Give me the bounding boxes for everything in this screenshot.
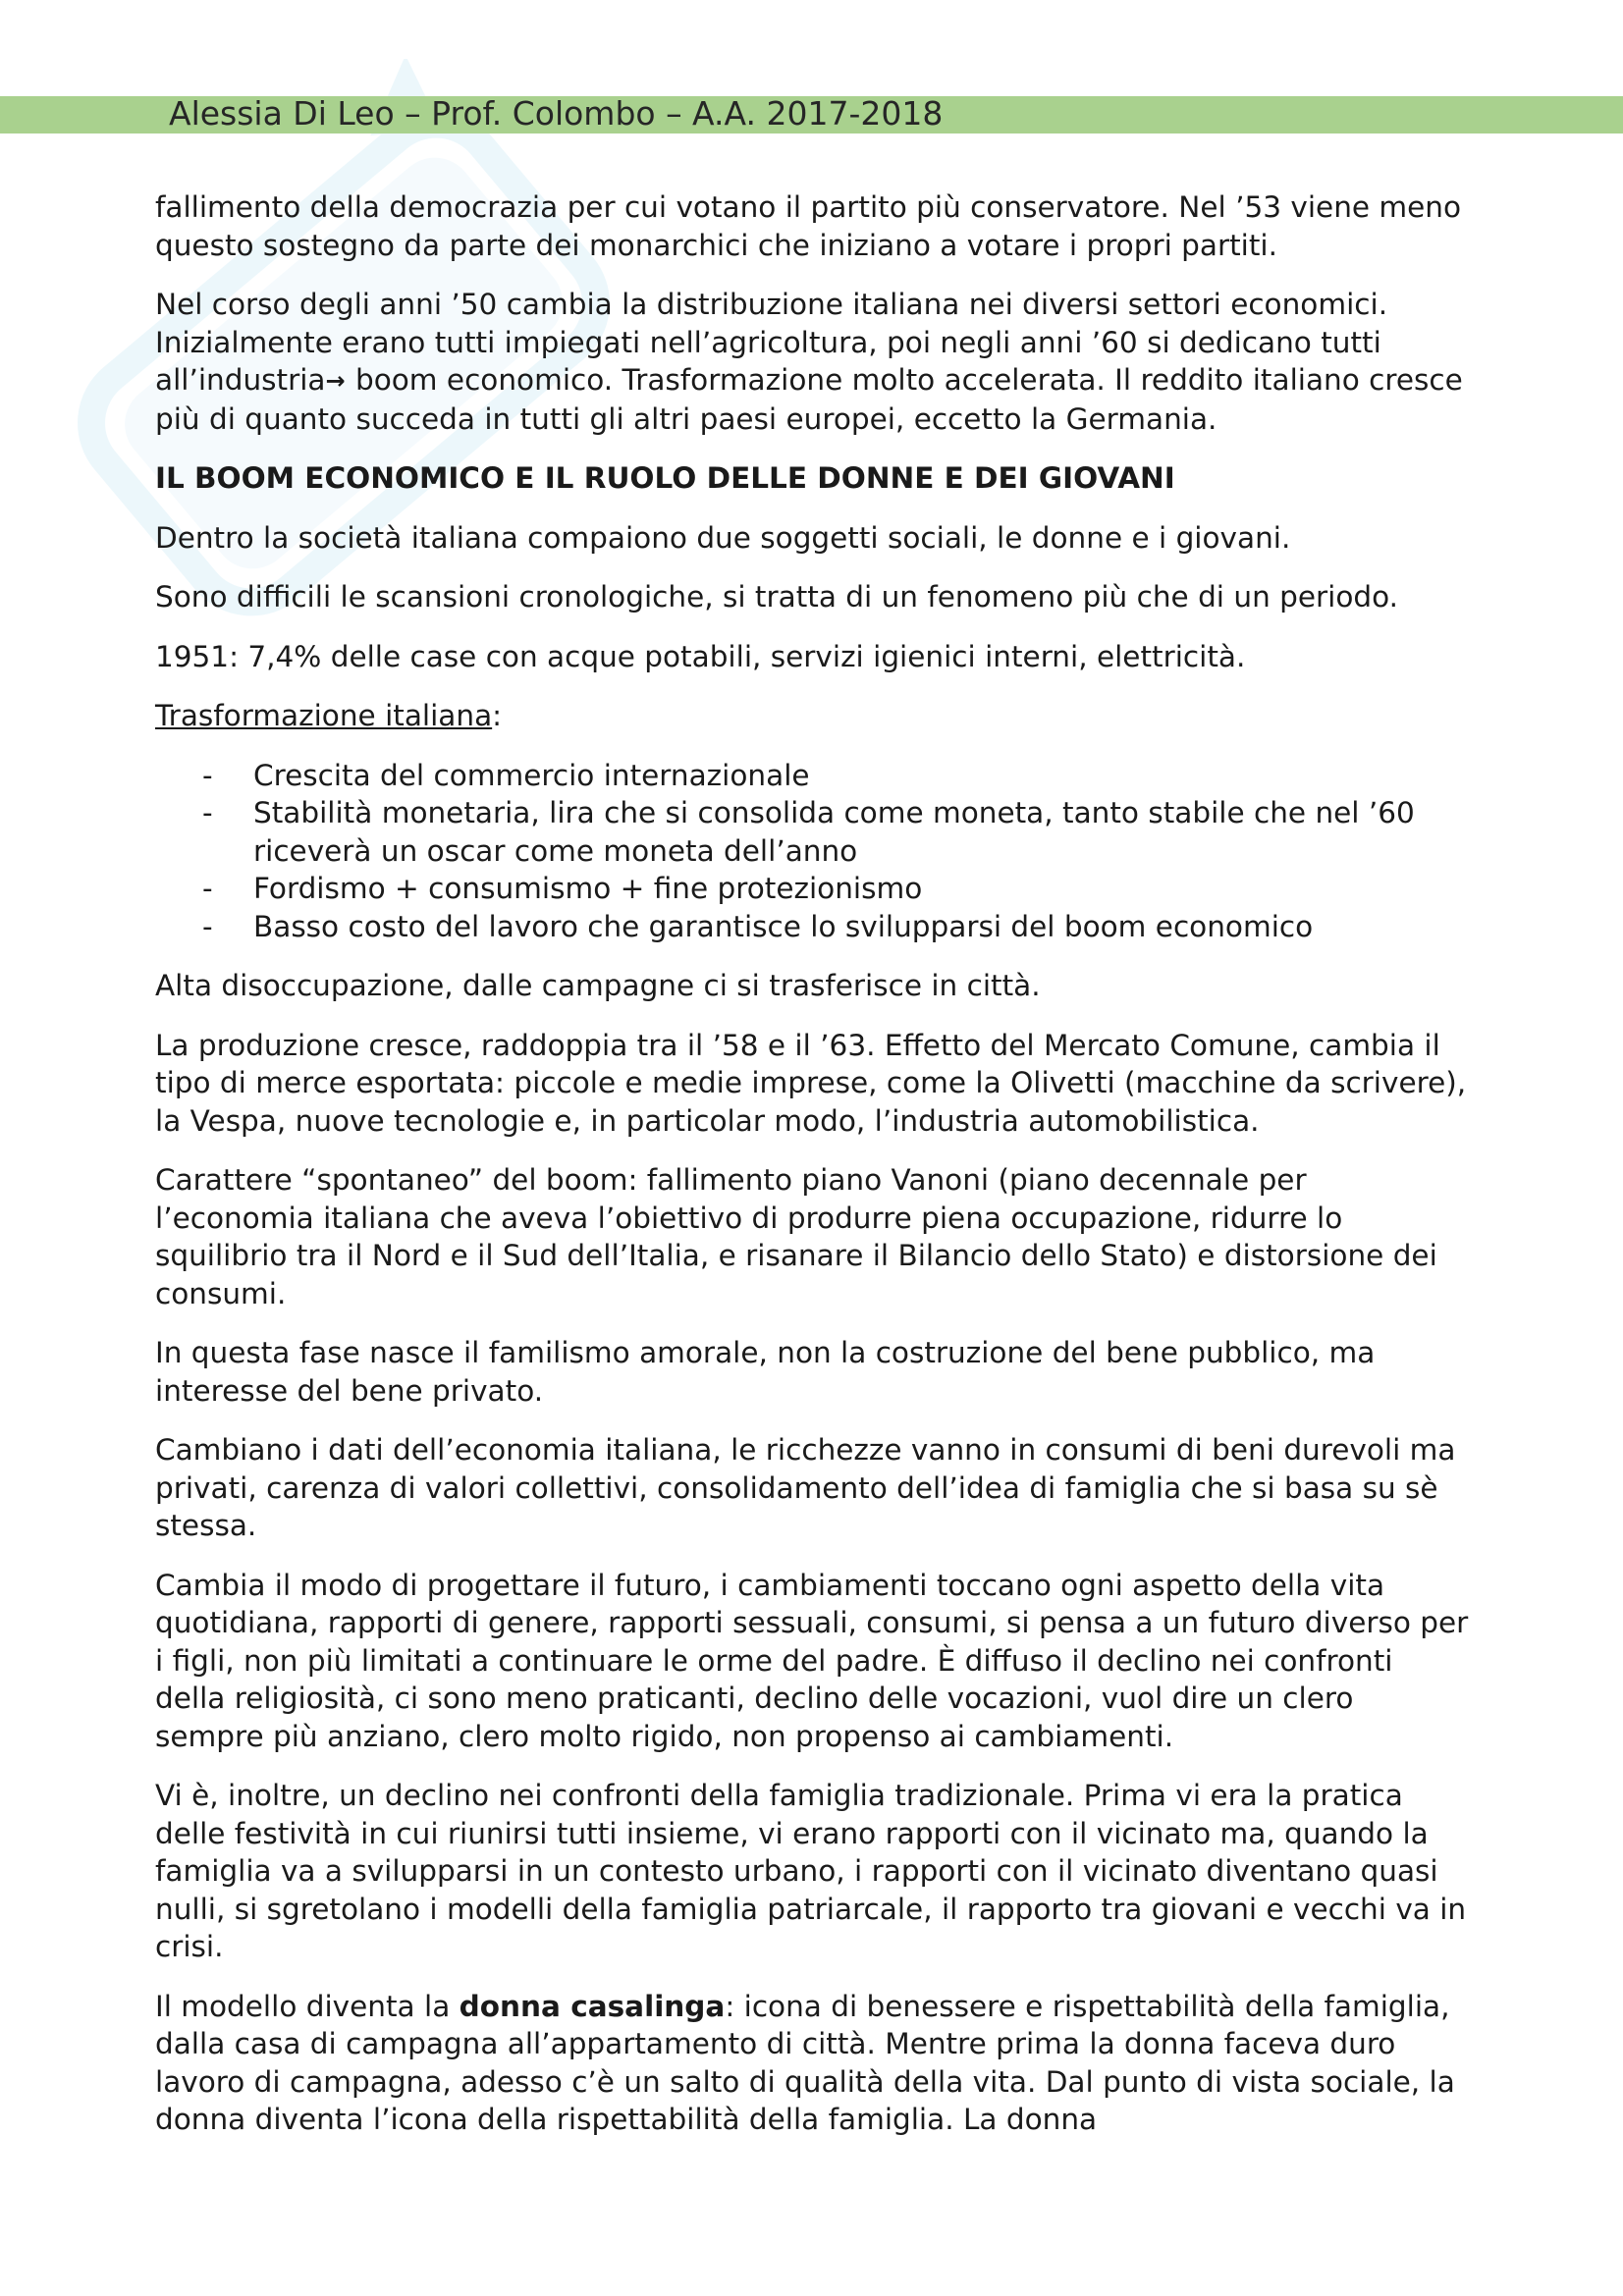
paragraph-text: : icona di benessere e rispettabilità della famiglia, dalla casa di campagna all’appartamento di città. Mentre prima la donna faceva duro lavoro di campagna, adesso c’è un salto di qualità della vita. Dal punto di vista sociale, la donna diventa l’icona della rispettabilità della famiglia. La donna [155,1989,1455,2136]
list-item [155,908,1471,946]
list-item-text: Crescita del commercio internazionale [253,758,810,792]
bullet-dash: - [202,796,213,829]
paragraph: Carattere “spontaneo” del boom: fallimento piano Vanoni (piano decennale per l’economia italiana che aveva l’obiettivo di produrre piena occupazione, ridurre lo squilibrio tra il Nord e il Sud dell’Italia, e risanare il Bilancio dello Stato) e distorsione dei consumi. [155,1163,1437,1310]
paragraph-text: boom economico. Trasformazione molto accelerata. Il reddito italiano cresce più di quanto succeda in tutti gli altri paesi europei, eccetto la Germania. [155,363,1463,436]
paragraph: Sono difficili le scansioni cronologiche, si tratta di un fenomeno più che di un periodo. [155,580,1399,614]
paragraph [155,1988,1471,2139]
right-arrow-icon: → [325,367,346,395]
paragraph-text: Il modello diventa la [155,1989,460,2023]
list-item [155,794,1471,870]
document-body [155,188,1471,2161]
list-title [155,697,1471,735]
paragraph: Dentro la società italiana compaiono due soggetti sociali, le donne e i giovani. [155,520,1291,555]
paragraph: fallimento della democrazia per cui votano il partito più conservatore. Nel ’53 viene meno questo sostegno da parte dei monarchici che iniziano a votare i propri partiti. [155,190,1462,262]
list-item-text: Basso costo del lavoro che garantisce lo svilupparsi del boom economico [253,909,1314,943]
list-title-text: Trasformazione italiana [155,699,493,732]
paragraph [155,286,1471,438]
bullet-dash: - [202,909,213,943]
paragraph: Vi è, inoltre, un declino nei confronti della famiglia tradizionale. Prima vi era la pratica delle festività in cui riunirsi tutti insieme, vi erano rapporti con il vicinato ma, quando la famiglia va a svilupparsi in un contesto urbano, i rapporti con il vicinato diventano quasi nulli, si sgretolano i modelli della famiglia patriarcale, il rapporto tra giovani e vecchi va in crisi. [155,1779,1467,1963]
bold-term: donna casalinga [459,1989,726,2023]
paragraph: Cambia il modo di progettare il futuro, i cambiamenti toccano ogni aspetto della vita quotidiana, rapporti di genere, rapporti sessuali, consumi, si pensa a un futuro diverso per i figli, non più limitati a continuare le orme del padre. È diffuso il declino nei confronti della religiosità, ci sono meno praticanti, declino delle vocazioni, vuol dire un clero sempre più anziano, clero molto rigido, non propenso ai cambiamenti. [155,1568,1469,1753]
list-title-suffix: : [492,699,503,732]
paragraph: Alta disoccupazione, dalle campagne ci si trasferisce in città. [155,969,1041,1002]
bullet-dash: - [202,758,213,792]
bullet-dash: - [202,872,213,905]
paragraph: 1951: 7,4% delle case con acque potabili, servizi igienici interni, elettricità. [155,639,1246,673]
section-heading: IL BOOM ECONOMICO E IL RUOLO DELLE DONNE E DEI GIOVANI [155,461,1175,495]
list-item [155,870,1471,908]
paragraph: Cambiano i dati dell’economia italiana, le ricchezze vanno in consumi di beni durevoli ma privati, carenza di valori collettivi, consolidamento dell’idea di famiglia che si basa su sè stessa. [155,1433,1456,1542]
list-item [155,757,1471,795]
paragraph: La produzione cresce, raddoppia tra il ’58 e il ’63. Effetto del Mercato Comune, cambia il tipo di merce esportata: piccole e medie imprese, come la Olivetti (macchine da scrivere), la Vespa, nuove tecnologie e, in particolar modo, l’industria automobilistica. [155,1028,1467,1138]
page-header-title: Alessia Di Leo – Prof. Colombo – A.A. 2017-2018 [169,94,944,133]
list-item-text: Stabilità monetaria, lira che si consolida come moneta, tanto stabile che nel ’60 riceverà un oscar come moneta dell’anno [253,796,1415,868]
paragraph: In questa fase nasce il familismo amorale, non la costruzione del bene pubblico, ma interesse del bene privato. [155,1336,1376,1408]
list-item-text: Fordismo + consumismo + fine protezionismo [253,872,923,905]
bullet-list [155,757,1471,946]
paragraph-text: Nel corso degli anni ’50 cambia la distribuzione italiana nei diversi settori economici. Inizialmente erano tutti impiegati nell’agricoltura, poi negli anni ’60 si dedicano tutti all’industria [155,288,1388,397]
